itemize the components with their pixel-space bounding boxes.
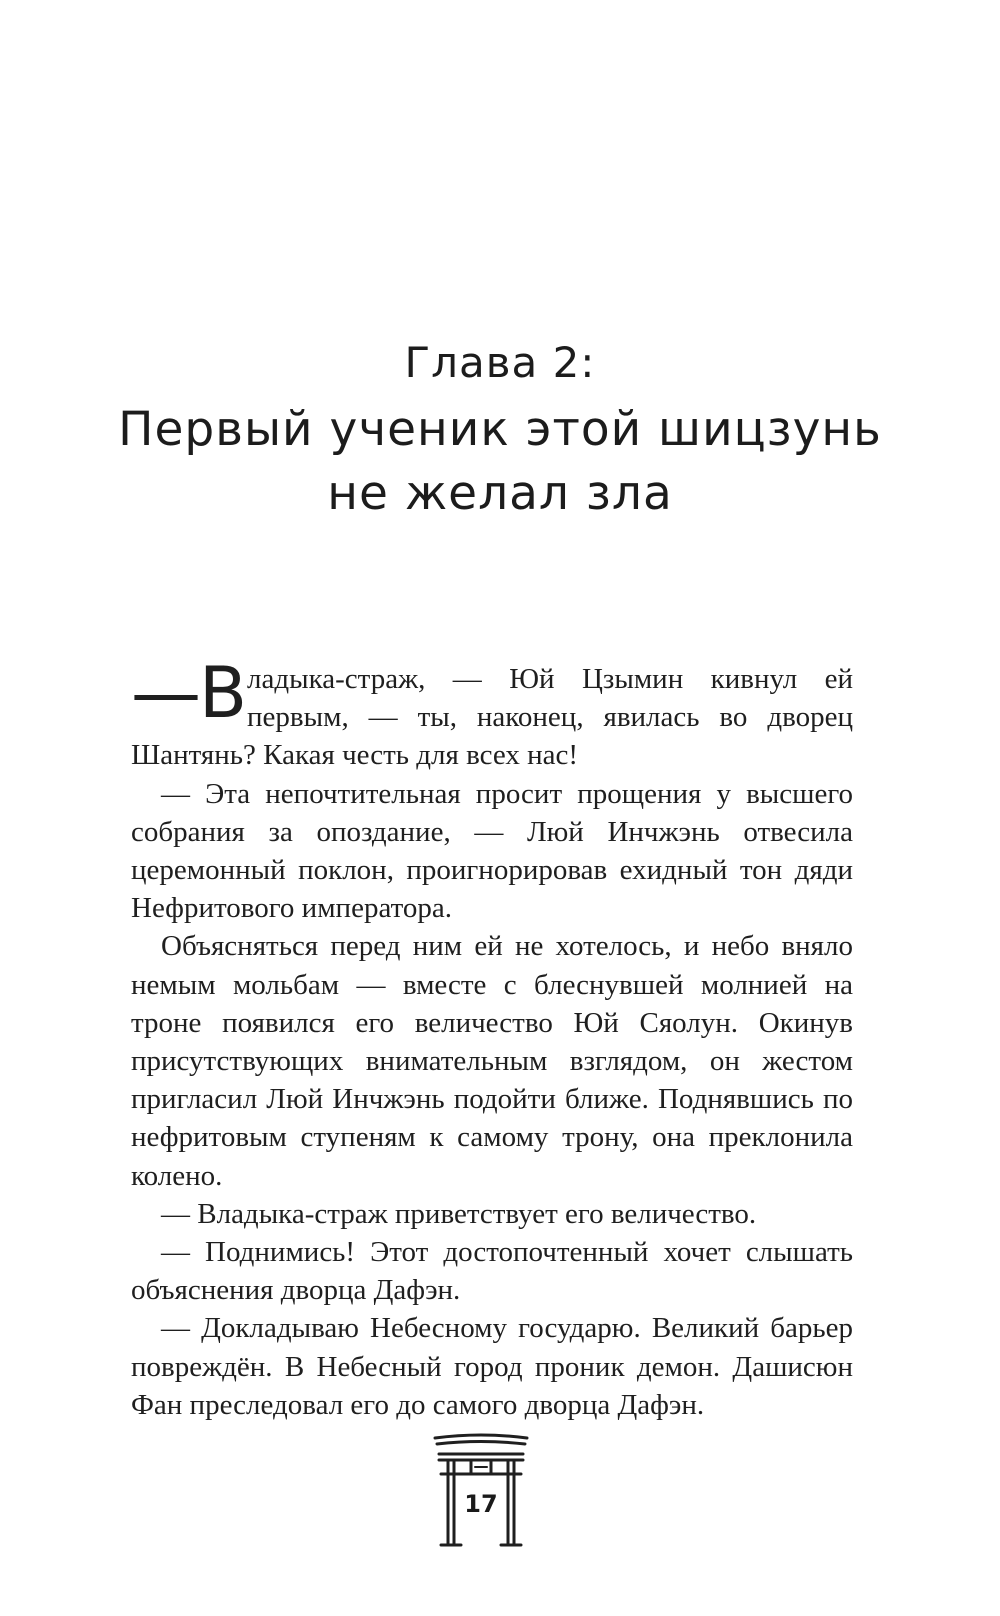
chapter-title-line-2: не желал зла bbox=[327, 466, 673, 521]
paragraph-5: — Поднимись! Этот достопочтенный хочет слышать объяснения дворца Дафэн. bbox=[131, 1236, 853, 1307]
chapter-title bbox=[60, 398, 940, 526]
paragraph-1-text: ладыка-страж, — Юй Цзымин кивнул ей первым, — ты, наконец, явилась во дворец Шантянь? Какая честь для всех нас! bbox=[131, 663, 853, 772]
paragraph-6: — Докладываю Небесному государю. Великий барьер повреждён. В Небесный город проник демон. Дашисюн Фан преследовал его до самого дворца Дафэн. bbox=[131, 1312, 853, 1421]
page-number: 17 bbox=[464, 1490, 498, 1518]
paragraph-1 bbox=[131, 652, 853, 775]
paragraph-2: — Эта непочтительная просит прощения у высшего собрания за опоздание, — Люй Инчжэнь отвесила церемонный поклон, проигнорировав ехидный тон дяди Нефритового императора. bbox=[131, 777, 853, 925]
chapter-label: Глава 2: bbox=[404, 338, 596, 387]
paragraph-4: — Владыка-страж приветствует его величество. bbox=[161, 1197, 757, 1230]
body-text bbox=[131, 652, 853, 1424]
chapter-title-line-1: Первый ученик этой шицзунь bbox=[118, 402, 882, 457]
paragraph-3: Объясняться перед ним ей не хотелось, и небо вняло немым мольбам — вместе с блеснувшей молнией на троне появился его величество Юй Сяолун. Окинув присутствующих внимательным взглядом, он жестом пригласил Люй Инчжэнь подойти ближе. Поднявшись по нефритовым ступеням к самому трону, она преклонила колено. bbox=[131, 930, 853, 1192]
drop-cap: —В bbox=[131, 652, 246, 734]
